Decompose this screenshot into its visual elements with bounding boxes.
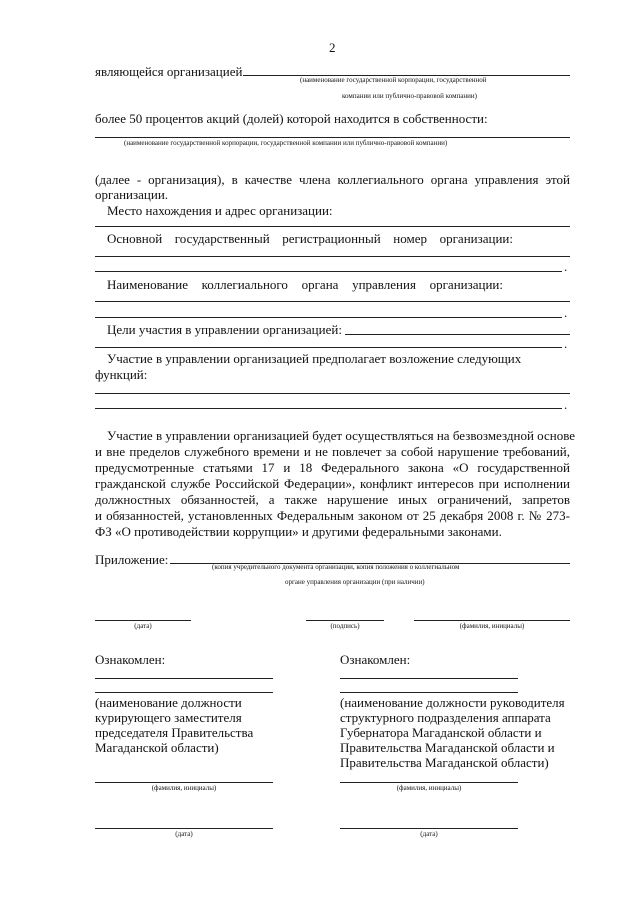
date-line[interactable]: [95, 620, 191, 621]
address-line[interactable]: [95, 226, 570, 227]
goals-period: .: [564, 336, 568, 351]
right-ack-date-caption: (дата): [420, 830, 438, 838]
left-ack-position-3: председателя Правительства: [95, 725, 254, 740]
page-number: 2: [329, 40, 336, 55]
left-ack-date-caption: (дата): [175, 830, 193, 838]
right-ack-position-1: (наименование должности руководителя: [340, 695, 565, 710]
appendix-caption-1: (копия учредительного документа организации, копия положения о коллегиальном: [212, 563, 460, 571]
capacity-line-2: организации.: [95, 187, 169, 202]
body-name-period: .: [564, 305, 568, 320]
right-ack-line-1[interactable]: [340, 678, 518, 679]
signature-caption: (подпись): [330, 622, 360, 630]
appendix-label: Приложение:: [95, 552, 169, 567]
functions-period: .: [564, 397, 568, 412]
main-line-5: должностных обязанностей, а также нарушение иных ограничений, запретов: [95, 492, 570, 507]
left-ack-line-1[interactable]: [95, 678, 273, 679]
ogrn-line-1[interactable]: [95, 256, 570, 257]
body-name-line-1[interactable]: [95, 301, 570, 302]
goals-line-2[interactable]: [95, 347, 562, 348]
capacity-line-1: (далее - организация), в качестве члена коллегиального органа управления этой: [95, 172, 570, 187]
left-ack-position-1: (наименование должности: [95, 695, 242, 710]
functions-line-2: функций:: [95, 367, 148, 382]
right-ack-date-line[interactable]: [340, 828, 518, 829]
main-line-2: и вне пределов служебного времени и не повлечет за собой нарушение требований,: [95, 444, 570, 459]
owner-line[interactable]: [95, 137, 570, 138]
main-line-7: ФЗ «О противодействии коррупции» и другими федеральными законами.: [95, 524, 502, 539]
left-ack-title: Ознакомлен:: [95, 652, 166, 667]
body-name-line-2[interactable]: [95, 317, 562, 318]
main-line-6: и обязанностей, установленных Федеральным законом от 25 декабря 2008 г. № 273-: [95, 508, 570, 523]
right-ack-name-caption: (фамилия, инициалы): [396, 784, 462, 792]
name-caption: (фамилия, инициалы): [459, 622, 525, 630]
functions-line-1: Участие в управлении организацией предполагает возложение следующих: [107, 351, 522, 366]
address-label: Место нахождения и адрес организации:: [107, 203, 333, 218]
appendix-caption-2: органе управления организации (при наличии): [285, 578, 425, 586]
owner-caption: (наименование государственной корпорации, государственной компании или публично-правовой компании): [124, 139, 448, 147]
functions-line-a[interactable]: [95, 393, 570, 394]
ogrn-label: Основной государственный регистрационный номер организации:: [107, 231, 513, 246]
body-name-label: Наименование коллегиального органа управления организации:: [107, 277, 503, 292]
right-ack-position-2: структурного подразделения аппарата: [340, 710, 551, 725]
left-ack-position-4: Магаданской области): [95, 740, 219, 755]
name-line[interactable]: [414, 620, 570, 621]
main-line-4: гражданской службе Российской Федерации», конфликт интересов при исполнении: [95, 476, 570, 491]
right-ack-position-4: Правительства Магаданской области и: [340, 740, 555, 755]
left-ack-position-2: курирующего заместителя: [95, 710, 242, 725]
ogrn-period: .: [564, 259, 568, 274]
goals-line-1[interactable]: [345, 334, 570, 335]
main-line-3: предусмотренные статьями 17 и 18 Федерального закона «О государственной: [95, 460, 570, 475]
main-line-1: Участие в управлении организацией будет осуществляться на безвозмездной основе: [107, 428, 576, 443]
org-label: являющейся организацией: [95, 64, 243, 79]
left-ack-name-line[interactable]: [95, 782, 273, 783]
org-caption-2: компании или публично-правовой компании): [342, 92, 477, 100]
functions-line-b[interactable]: [95, 408, 562, 409]
right-ack-name-line[interactable]: [340, 782, 518, 783]
goals-label: Цели участия в управлении организацией:: [107, 322, 342, 337]
ogrn-line-2[interactable]: [95, 271, 562, 272]
signature-line[interactable]: [306, 620, 384, 621]
left-ack-name-caption: (фамилия, инициалы): [151, 784, 217, 792]
left-ack-line-2[interactable]: [95, 692, 273, 693]
share-label: более 50 процентов акций (долей) которой находится в собственности:: [95, 111, 488, 126]
right-ack-title: Ознакомлен:: [340, 652, 411, 667]
right-ack-line-2[interactable]: [340, 692, 518, 693]
date-caption: (дата): [134, 622, 152, 630]
right-ack-position-3: Губернатора Магаданской области и: [340, 725, 542, 740]
org-caption-1: (наименование государственной корпорации, государственной: [300, 76, 487, 84]
left-ack-date-line[interactable]: [95, 828, 273, 829]
right-ack-position-5: Правительства Магаданской области): [340, 755, 549, 770]
